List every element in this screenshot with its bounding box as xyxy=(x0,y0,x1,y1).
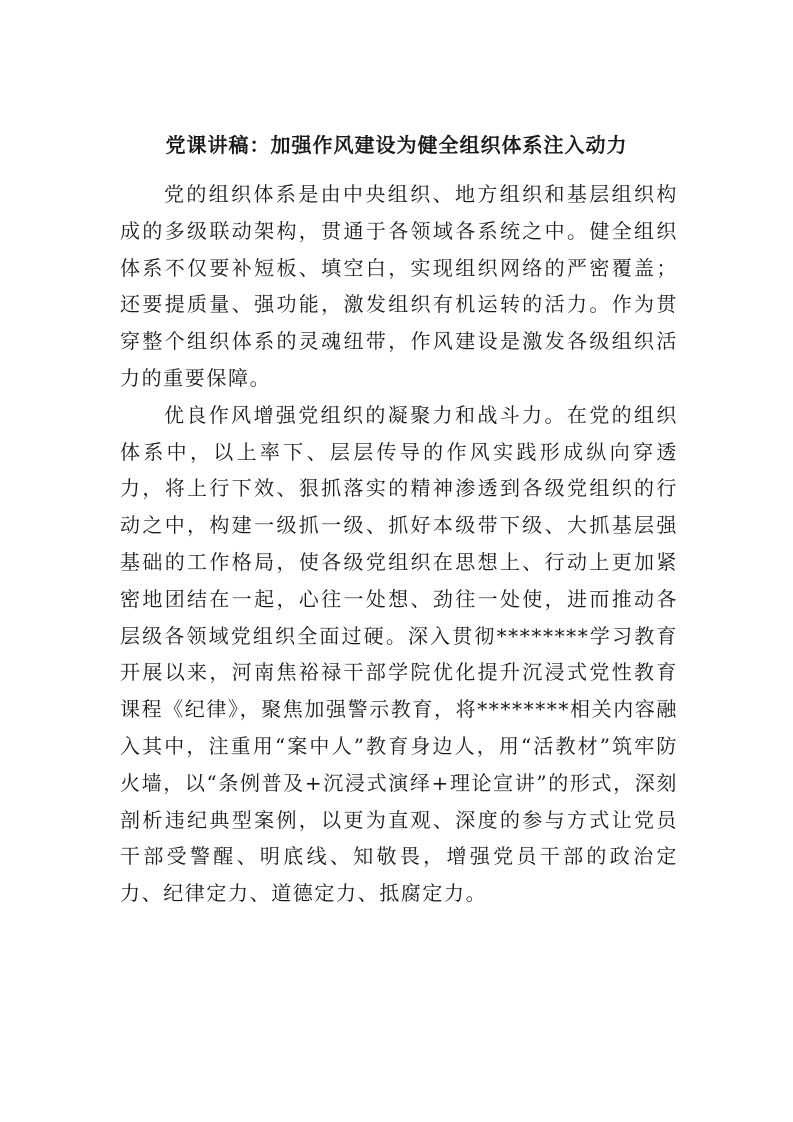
paragraph-2: 优良作风增强党组织的凝聚力和战斗力。在党的组织体系中，以上率下、层层传导的作风实践形成纵向穿透力，将上行下效、狠抓落实的精神渗透到各级党组织的行动之中，构建一级抓一级、抓好本级带下级、大抓基层强基础的工作格局，使各级党组织在思想上、行动上更加紧密地团结在一起，心往一处想、劲往一处使，进而推动各层级各领域党组织全面过硬。深入贯彻********学习教育开展以来，河南焦裕禄干部学院优化提升沉浸式党性教育课程《纪律》，聚焦加强警示教育，将********相关内容融入其中，注重用“案中人”教育身边人，用“活教材”筑牢防火墙，以“条例普及+沉浸式演绎+理论宣讲”的形式，深刻剖析违纪典型案例，以更为直观、深度的参与方式让党员干部受警醒、明底线、知敬畏，增强党员干部的政治定力、纪律定力、道德定力、抵腐定力。 xyxy=(120,402,678,906)
paragraph-1: 党的组织体系是由中央组织、地方组织和基层组织构成的多级联动架构，贯通于各领域各系统之中。健全组织体系不仅要补短板、填空白，实现组织网络的严密覆盖；还要提质量、强功能，激发组织有机运转的活力。作为贯穿整个组织体系的灵魂纽带，作风建设是激发各级组织活力的重要保障。 xyxy=(120,182,678,390)
document-body xyxy=(120,176,678,912)
document-title: 党课讲稿：加强作风建设为健全组织体系注入动力 xyxy=(165,133,628,157)
